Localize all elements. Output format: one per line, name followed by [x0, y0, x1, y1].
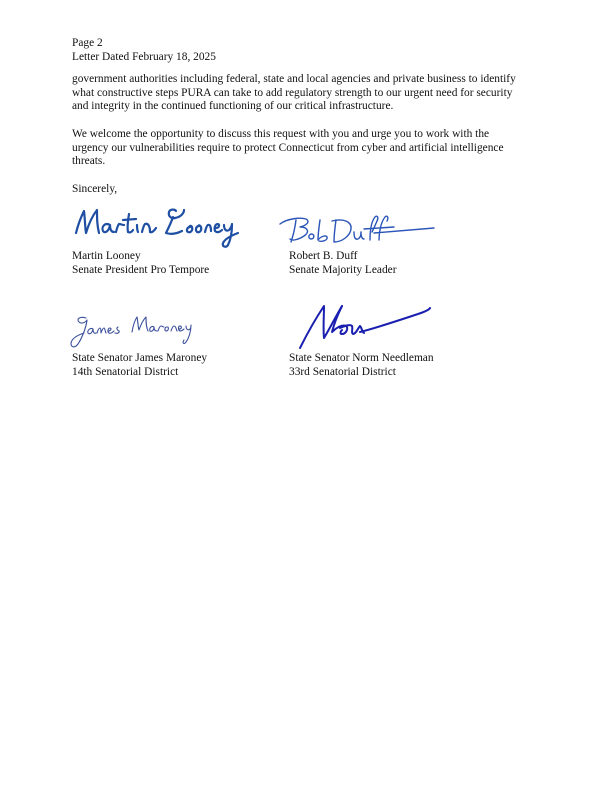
signatory-title: 14th Senatorial District	[72, 365, 179, 378]
signature-duff	[278, 208, 438, 252]
signatory-title: 33rd Senatorial District	[289, 365, 396, 378]
signature-maroney	[66, 310, 198, 352]
signatory-name: Martin Looney	[72, 250, 141, 262]
paragraph-line: We welcome the opportunity to discuss this request with you and urge you to work with the	[72, 128, 490, 140]
body-paragraph-1	[72, 73, 542, 114]
page-header	[72, 37, 216, 64]
signature-needleman	[296, 300, 436, 354]
paragraph-line: and integrity in the continued functioning of our critical infrastructure.	[72, 100, 394, 113]
paragraph-line: threats.	[72, 155, 106, 168]
signatory-name: State Senator Norm Needleman	[289, 352, 434, 364]
signature-looney	[72, 203, 242, 251]
paragraph-line: government authorities including federal, state and local agencies and private business to identify	[72, 73, 516, 85]
closing-salutation: Sincerely,	[72, 183, 118, 195]
letter-date: Letter Dated February 18, 2025	[72, 50, 216, 63]
signatory-title: Senate Majority Leader	[289, 263, 397, 276]
signatory-title: Senate President Pro Tempore	[72, 263, 210, 276]
body-paragraph-2	[72, 128, 542, 169]
paragraph-line: what constructive steps PURA can take to add regulatory strength to our urgent need for security	[72, 86, 513, 99]
signatory-looney	[72, 250, 272, 277]
signatory-name: Robert B. Duff	[289, 250, 358, 262]
page-number: Page 2	[72, 37, 103, 49]
signatory-name: State Senator James Maroney	[72, 352, 208, 364]
signatory-maroney	[72, 352, 272, 379]
paragraph-line: urgency our vulnerabilities require to protect Connecticut from cyber and artificial intelligence	[72, 141, 504, 154]
signatory-needleman	[289, 352, 489, 379]
signatory-duff	[289, 250, 489, 277]
